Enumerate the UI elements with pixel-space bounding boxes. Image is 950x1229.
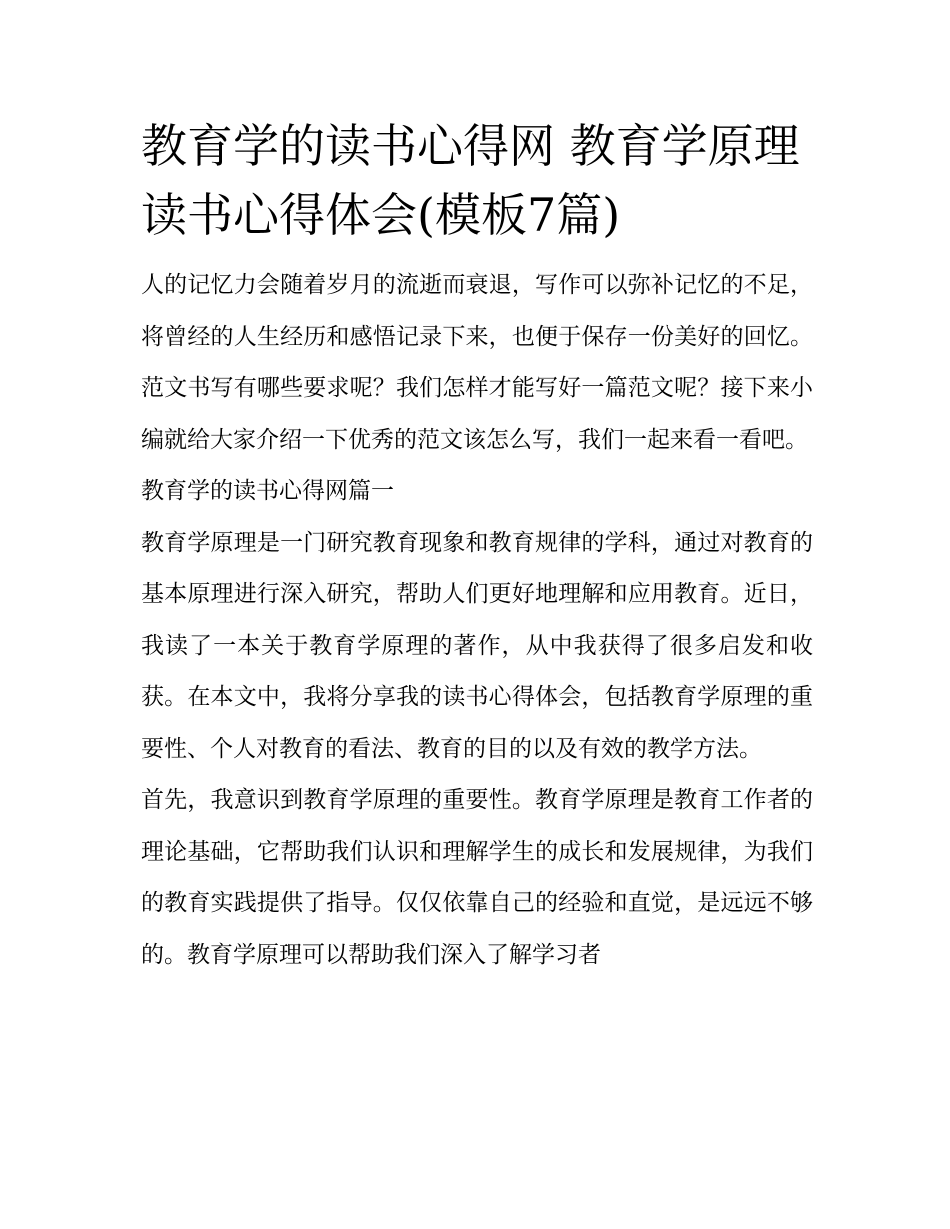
document-title: 教育学的读书心得网 教育学原理读书心得体会(模板7篇) [141,119,800,242]
intro-paragraph: 人的记忆力会随着岁月的流逝而衰退，写作可以弥补记忆的不足，将曾经的人生经历和感悟记录下来，也便于保存一份美好的回忆。范文书写有哪些要求呢？我们怎样才能写好一篇范文呢？接下来小编就给大家介绍一下优秀的范文该怎么写，我们一起来看一看吧。 [141,272,813,453]
document-body [141,112,813,981]
section-heading: 教育学的读书心得网篇一 [141,478,394,504]
body-paragraph: 教育学原理是一门研究教育现象和教育规律的学科，通过对教育的基本原理进行深入研究，帮助人们更好地理解和应用教育。近日，我读了一本关于教育学原理的著作，从中我获得了很多启发和收获。在本文中，我将分享我的读书心得体会，包括教育学原理的重要性、个人对教育的看法、教育的目的以及有效的教学方法。 [141,529,813,762]
body-paragraph: 首先，我意识到教育学原理的重要性。教育学原理是教育工作者的理论基础，它帮助我们认识和理解学生的成长和发展规律，为我们的教育实践提供了指导。仅仅依靠自己的经验和直觉，是远远不够的。教育学原理可以帮助我们深入了解学习者 [141,787,813,968]
